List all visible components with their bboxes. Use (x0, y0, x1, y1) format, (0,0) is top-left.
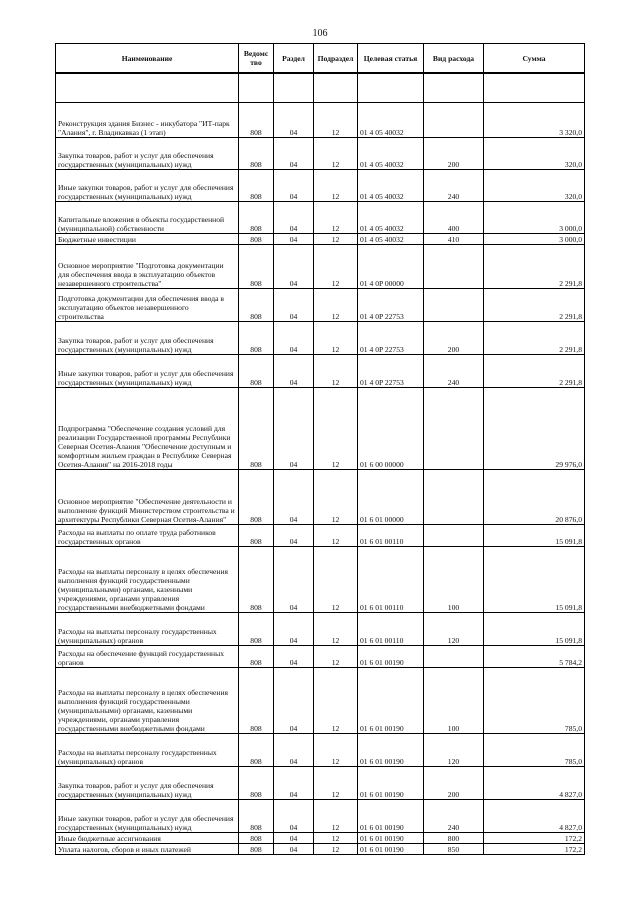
cell-subsection: 12 (314, 547, 358, 613)
cell-expense-type (424, 470, 484, 525)
cell-dept: 808 (239, 245, 274, 289)
cell-subsection: 12 (314, 800, 358, 833)
cell-name: Бюджетные инвестиции (56, 234, 239, 245)
cell-target: 01 6 01 00190 (358, 668, 424, 734)
cell-amount: 29 976,0 (484, 388, 585, 470)
table-row (56, 547, 585, 613)
cell-expense-type: 200 (424, 767, 484, 800)
cell-dept: 808 (239, 547, 274, 613)
cell-expense-type (424, 245, 484, 289)
cell-amount: 15 091,8 (484, 613, 585, 646)
cell-expense-type: 200 (424, 322, 484, 355)
cell-subsection: 12 (314, 245, 358, 289)
header-dept: Ведомс тво (239, 44, 274, 74)
cell-amount: 2 291,8 (484, 355, 585, 388)
cell-amount: 4 827,0 (484, 767, 585, 800)
cell-name: Закупка товаров, работ и услуг для обеспечения государственных (муниципальных) нужд (56, 138, 239, 170)
cell-subsection: 12 (314, 170, 358, 202)
cell-name: Уплата налогов, сборов и иных платежей (56, 844, 239, 855)
table-body (56, 103, 585, 855)
cell-name: Иные закупки товаров, работ и услуг для обеспечения государственных (муниципальных) нужд (56, 170, 239, 202)
table-row (56, 103, 585, 138)
cell-section: 04 (274, 289, 314, 322)
table-row (56, 289, 585, 322)
cell-target: 01 4 0P 22753 (358, 355, 424, 388)
cell-subsection: 12 (314, 734, 358, 767)
cell-target: 01 4 05 40032 (358, 170, 424, 202)
cell-section: 04 (274, 470, 314, 525)
cell-section: 04 (274, 245, 314, 289)
table-row (56, 668, 585, 734)
cell-expense-type (424, 103, 484, 138)
cell-subsection: 12 (314, 646, 358, 668)
table-row (56, 245, 585, 289)
cell-expense-type: 240 (424, 355, 484, 388)
header-section: Раздел (274, 44, 314, 74)
cell-expense-type (424, 646, 484, 668)
cell-section: 04 (274, 322, 314, 355)
cell-amount: 3 000,0 (484, 202, 585, 234)
cell-section: 04 (274, 103, 314, 138)
cell-amount: 785,0 (484, 668, 585, 734)
cell-subsection: 12 (314, 668, 358, 734)
cell-name: Иные закупки товаров, работ и услуг для обеспечения государственных (муниципальных) нужд (56, 800, 239, 833)
cell-dept: 808 (239, 289, 274, 322)
cell-target: 01 4 05 40032 (358, 234, 424, 245)
cell-subsection: 12 (314, 103, 358, 138)
cell-subsection: 12 (314, 322, 358, 355)
cell-amount: 2 291,8 (484, 289, 585, 322)
cell-name: Реконструкция здания Бизнес - инкубатора "ИТ-парк "Алания", г. Владикавказ (1 этап) (56, 103, 239, 138)
cell-section: 04 (274, 202, 314, 234)
cell-target: 01 4 0P 22753 (358, 289, 424, 322)
cell-target: 01 6 01 00190 (358, 844, 424, 855)
cell-amount: 5 784,2 (484, 646, 585, 668)
table-row (56, 470, 585, 525)
header-spacer-row (56, 73, 585, 103)
cell-section: 04 (274, 646, 314, 668)
cell-expense-type: 800 (424, 833, 484, 844)
cell-section: 04 (274, 388, 314, 470)
cell-target: 01 6 01 00000 (358, 470, 424, 525)
cell-subsection: 12 (314, 470, 358, 525)
cell-name: Расходы на выплаты по оплате труда работников государственных органов (56, 525, 239, 547)
cell-name: Подпрограмма "Обеспечение создания условий для реализации Государственной программы Республики Северная Осетия-Алания "Обеспечение доступным и комфортным жильем граждан в Республике Северная Осетия-Алания" на 2016-2018 годы (56, 388, 239, 470)
cell-dept: 808 (239, 470, 274, 525)
cell-target: 01 4 05 40032 (358, 138, 424, 170)
cell-target: 01 6 01 00190 (358, 800, 424, 833)
cell-target: 01 6 01 00110 (358, 613, 424, 646)
cell-amount: 15 091,8 (484, 525, 585, 547)
cell-name: Закупка товаров, работ и услуг для обеспечения государственных (муниципальных) нужд (56, 767, 239, 800)
cell-dept: 808 (239, 525, 274, 547)
cell-dept: 808 (239, 170, 274, 202)
cell-dept: 808 (239, 646, 274, 668)
cell-name: Расходы на выплаты персоналу государственных (муниципальных) органов (56, 613, 239, 646)
header-amount: Сумма (484, 44, 585, 74)
cell-expense-type: 850 (424, 844, 484, 855)
cell-target: 01 6 01 00110 (358, 547, 424, 613)
cell-name: Расходы на выплаты персоналу в целях обеспечения выполнения функций государственными (муниципальными) органами, казенными учреждениями, органами управления государственными внебюджетными фондами (56, 668, 239, 734)
cell-subsection: 12 (314, 388, 358, 470)
cell-name: Подготовка документации для обеспечения ввода в эксплуатацию объектов незавершенного строительства (56, 289, 239, 322)
table-row (56, 613, 585, 646)
cell-target: 01 6 01 00190 (358, 767, 424, 800)
cell-target: 01 6 01 00190 (358, 833, 424, 844)
table-row (56, 833, 585, 844)
table-row (56, 646, 585, 668)
cell-name: Иные бюджетные ассигнования (56, 833, 239, 844)
cell-expense-type: 410 (424, 234, 484, 245)
cell-section: 04 (274, 833, 314, 844)
cell-name: Расходы на выплаты персоналу государственных (муниципальных) органов (56, 734, 239, 767)
cell-amount: 2 291,8 (484, 322, 585, 355)
cell-dept: 808 (239, 800, 274, 833)
cell-name: Расходы на выплаты персоналу в целях обеспечения выполнения функций государственными (муниципальными) органами, казенными учреждениями, органами управления государственными внебюджетными фондами (56, 547, 239, 613)
header-expense-type: Вид расхода (424, 44, 484, 74)
cell-dept: 808 (239, 844, 274, 855)
cell-section: 04 (274, 734, 314, 767)
cell-section: 04 (274, 613, 314, 646)
cell-expense-type: 240 (424, 800, 484, 833)
table-row (56, 734, 585, 767)
cell-expense-type: 400 (424, 202, 484, 234)
table-row (56, 355, 585, 388)
table-row (56, 138, 585, 170)
cell-expense-type: 100 (424, 668, 484, 734)
cell-target: 01 6 01 00190 (358, 734, 424, 767)
cell-dept: 808 (239, 613, 274, 646)
cell-section: 04 (274, 767, 314, 800)
header-target: Целевая статья (358, 44, 424, 74)
cell-dept: 808 (239, 103, 274, 138)
cell-name: Иные закупки товаров, работ и услуг для обеспечения государственных (муниципальных) нужд (56, 355, 239, 388)
cell-name: Капитальные вложения в объекты государственной (муниципальной) собственности (56, 202, 239, 234)
cell-amount: 320,0 (484, 138, 585, 170)
cell-target: 01 4 05 40032 (358, 202, 424, 234)
table-row (56, 322, 585, 355)
cell-amount: 785,0 (484, 734, 585, 767)
table-header (56, 44, 585, 103)
page-number: 106 (312, 28, 328, 39)
cell-amount: 20 876,0 (484, 470, 585, 525)
cell-subsection: 12 (314, 202, 358, 234)
cell-subsection: 12 (314, 355, 358, 388)
cell-amount: 4 827,0 (484, 800, 585, 833)
cell-subsection: 12 (314, 767, 358, 800)
cell-subsection: 12 (314, 234, 358, 245)
cell-section: 04 (274, 525, 314, 547)
cell-amount: 320,0 (484, 170, 585, 202)
cell-expense-type: 240 (424, 170, 484, 202)
table-row (56, 202, 585, 234)
cell-name: Основное мероприятие "Обеспечение деятельности и выполнение функций Министерством строительства и архитектуры Республики Северная Осетия-Алания" (56, 470, 239, 525)
cell-subsection: 12 (314, 138, 358, 170)
cell-name: Основное мероприятие "Подготовка документации для обеспечения ввода в эксплуатацию объектов незавершенного строительства" (56, 245, 239, 289)
cell-subsection: 12 (314, 844, 358, 855)
cell-amount: 3 000,0 (484, 234, 585, 245)
cell-dept: 808 (239, 234, 274, 245)
cell-target: 01 6 01 00190 (358, 646, 424, 668)
table-row (56, 525, 585, 547)
cell-section: 04 (274, 355, 314, 388)
cell-expense-type (424, 289, 484, 322)
cell-target: 01 6 01 00110 (358, 525, 424, 547)
table-row (56, 844, 585, 855)
header-subsection: Подраздел (314, 44, 358, 74)
cell-target: 01 4 05 40032 (358, 103, 424, 138)
cell-section: 04 (274, 547, 314, 613)
cell-expense-type: 200 (424, 138, 484, 170)
cell-dept: 808 (239, 388, 274, 470)
cell-subsection: 12 (314, 833, 358, 844)
cell-section: 04 (274, 234, 314, 245)
cell-amount: 172,2 (484, 833, 585, 844)
cell-section: 04 (274, 170, 314, 202)
cell-dept: 808 (239, 668, 274, 734)
cell-expense-type (424, 525, 484, 547)
cell-name: Закупка товаров, работ и услуг для обеспечения государственных (муниципальных) нужд (56, 322, 239, 355)
cell-subsection: 12 (314, 525, 358, 547)
cell-dept: 808 (239, 767, 274, 800)
cell-subsection: 12 (314, 289, 358, 322)
cell-expense-type: 120 (424, 734, 484, 767)
cell-section: 04 (274, 800, 314, 833)
cell-section: 04 (274, 138, 314, 170)
cell-dept: 808 (239, 833, 274, 844)
cell-target: 01 4 0P 00000 (358, 245, 424, 289)
cell-dept: 808 (239, 355, 274, 388)
cell-amount: 2 291,8 (484, 245, 585, 289)
cell-dept: 808 (239, 734, 274, 767)
cell-name: Расходы на обеспечение функций государственных органов (56, 646, 239, 668)
cell-target: 01 4 0P 22753 (358, 322, 424, 355)
cell-dept: 808 (239, 138, 274, 170)
cell-expense-type: 120 (424, 613, 484, 646)
cell-dept: 808 (239, 202, 274, 234)
cell-subsection: 12 (314, 613, 358, 646)
cell-amount: 3 320,0 (484, 103, 585, 138)
cell-expense-type (424, 388, 484, 470)
cell-expense-type: 100 (424, 547, 484, 613)
cell-dept: 808 (239, 322, 274, 355)
cell-amount: 172,2 (484, 844, 585, 855)
cell-section: 04 (274, 668, 314, 734)
table-row (56, 234, 585, 245)
table-row (56, 388, 585, 470)
cell-amount: 15 091,8 (484, 547, 585, 613)
cell-target: 01 6 00 00000 (358, 388, 424, 470)
header-name: Наименование (56, 44, 239, 74)
table-row (56, 767, 585, 800)
table-row (56, 170, 585, 202)
budget-table (55, 43, 585, 855)
table-row (56, 800, 585, 833)
cell-section: 04 (274, 844, 314, 855)
